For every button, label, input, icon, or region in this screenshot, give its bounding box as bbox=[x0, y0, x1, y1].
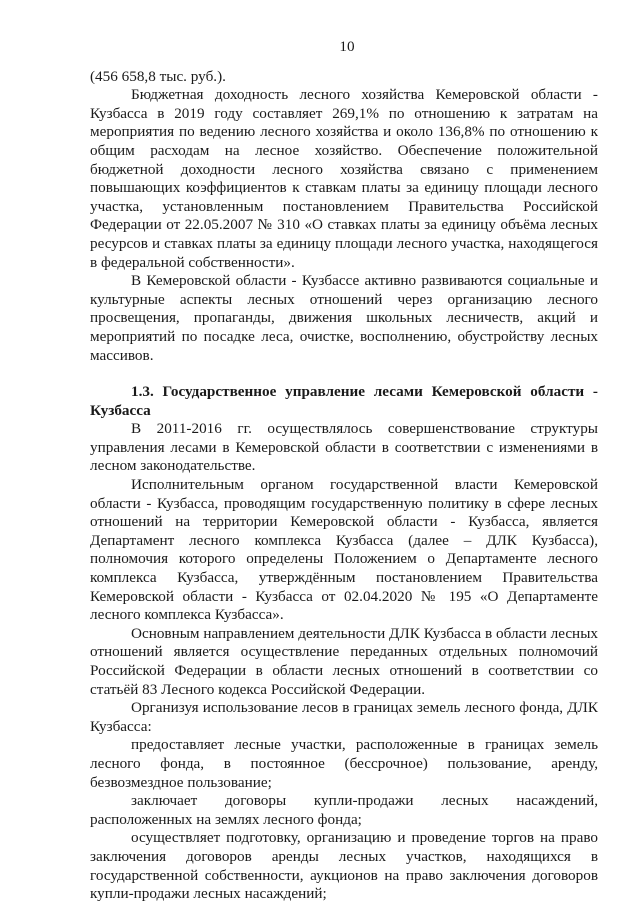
page-number: 10 bbox=[339, 38, 355, 55]
list-item-sale-contracts: заключает договоры купли-продажи лесных насаждений, расположенных на землях лесного фонда; bbox=[90, 792, 598, 828]
paragraph-amount-continuation: (456 658,8 тыс. руб.). bbox=[90, 67, 226, 85]
section-heading: 1.3. Государственное управление лесами Кемеровской области - Кузбасса bbox=[90, 383, 598, 419]
list-item-auctions: осуществляет подготовку, организацию и проведение торгов на право заключения договоров аренды лесных участков, находящихся в государственной собственности, аукционов на право заключения договоров купли-продажи лесных насаждений; bbox=[90, 829, 598, 903]
spacer bbox=[90, 365, 598, 383]
paragraph-executive-body: Исполнительным органом государственной власти Кемеровской области - Кузбасса, проводящим государственную политику в сфере лесных отношений на территории Кемеровской области - Кузбасса, является Департамент лесного комплекса Кузбасса (далее – ДЛК Кузбасса), полномочия которого определены Положением о Департаменте лесного комплекса Кузбасса, утверждённым постановлением Правительства Кемеровской области - Кузбасса от 02.04.2020 № 195 «О Департаменте лесного комплекса Кузбасса». bbox=[90, 476, 598, 624]
list-item-provides-plots: предоставляет лесные участки, расположенные в границах земель лесного фонда, в постоянное (бессрочное) пользование, аренду, безвозмездное пользование; bbox=[90, 736, 598, 791]
document-page bbox=[90, 38, 598, 904]
paragraph-forest-use-intro: Организуя использование лесов в границах земель лесного фонда, ДЛК Кузбасса: bbox=[90, 699, 598, 735]
paragraph-main-direction: Основным направлением деятельности ДЛК Кузбасса в области лесных отношений является осуществление переданных отдельных полномочий Российской Федерации в области лесных отношений в соответствии со статьёй 83 Лесного кодекса Российской Федерации. bbox=[90, 624, 598, 698]
paragraph-budget-profitability: Бюджетная доходность лесного хозяйства Кемеровской области - Кузбасса в 2019 году составляет 269,1% по отношению к затратам на мероприятия по ведению лесного хозяйства и около 136,8% по отношению к общим расходам на лесное хозяйство. Обеспечение положительной бюджетной доходности лесного хозяйства связано с применением повышающих коэффициентов к ставкам платы за единицу площади лесного участка, установленным постановлением Правительства Российской Федерации от 22.05.2007 № 310 «О ставках платы за единицу объёма лесных ресурсов и ставках платы за единицу площади лесного участка, находящегося в федеральной собственности». bbox=[90, 86, 598, 271]
paragraph-structure-improvement: В 2011-2016 гг. осуществлялось совершенствование структуры управления лесами в Кемеровской области в соответствии с изменениями в лесном законодательстве. bbox=[90, 420, 598, 475]
paragraph-social-aspects: В Кемеровской области - Кузбассе активно развиваются социальные и культурные аспекты лесных отношений через организацию лесного просвещения, пропаганды, движения школьных лесничеств, акций и мероприятий по посадке леса, очистке, восполнению, обустройству лесных массивов. bbox=[90, 272, 598, 364]
